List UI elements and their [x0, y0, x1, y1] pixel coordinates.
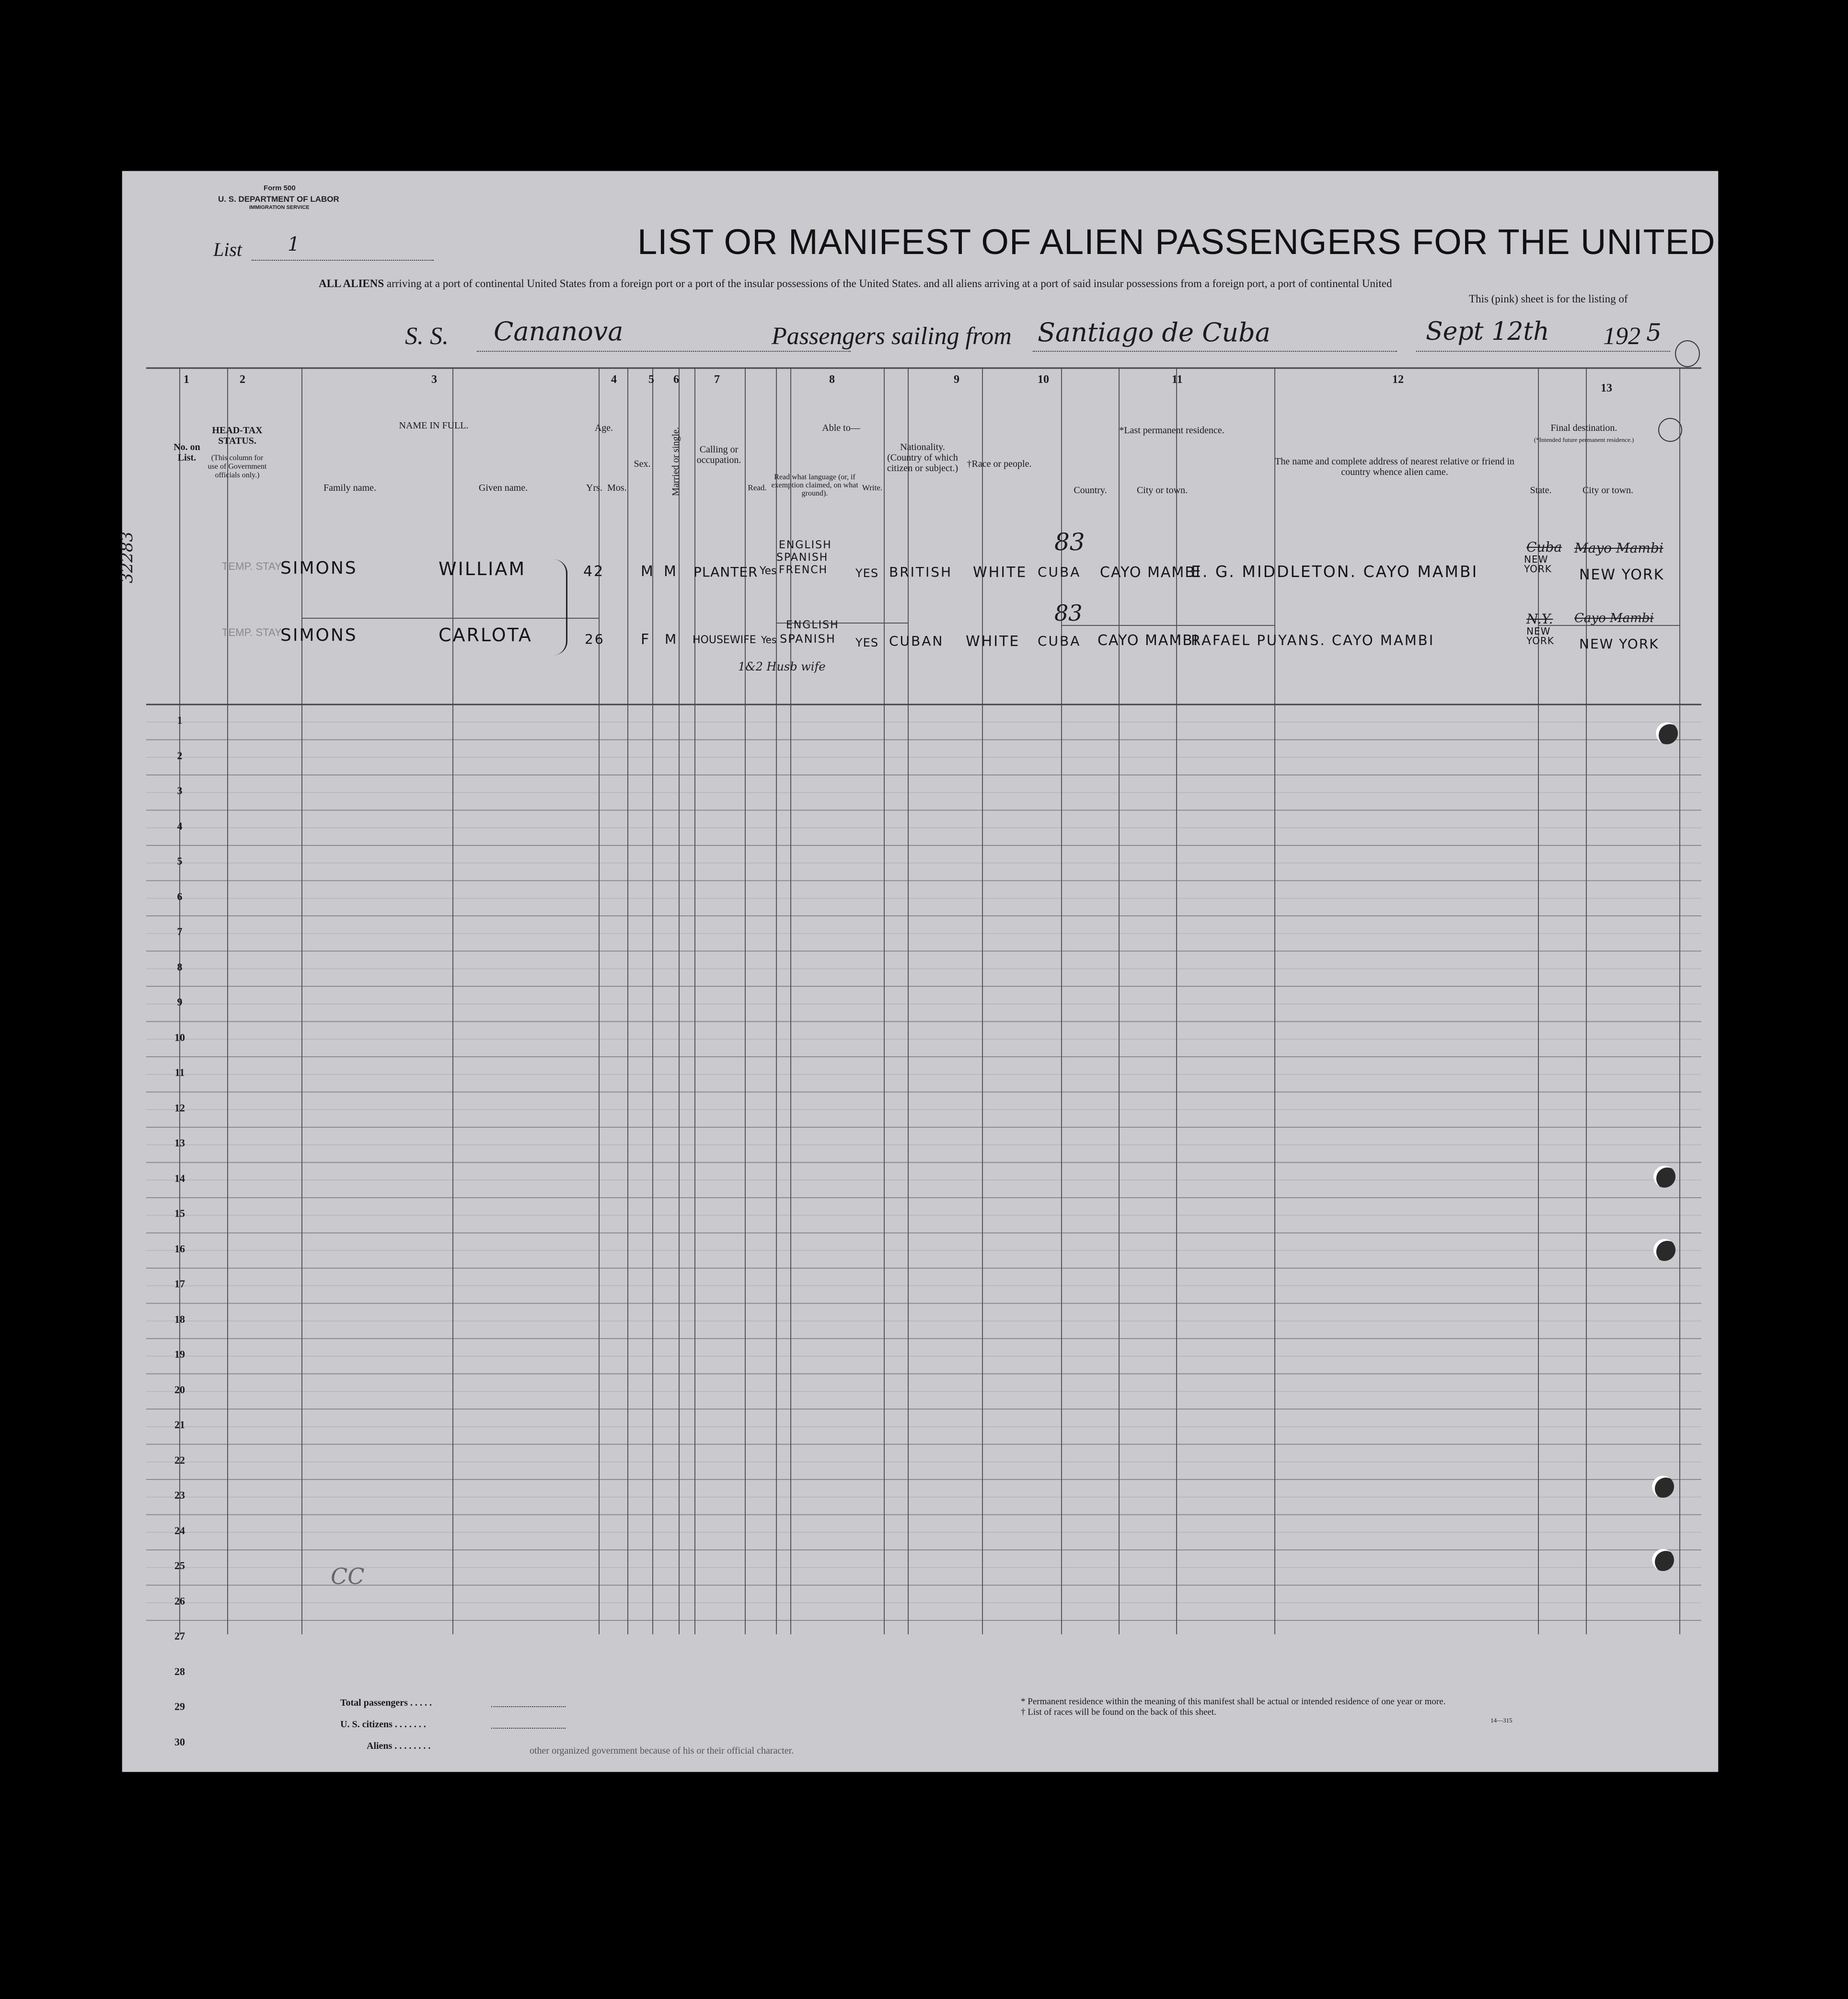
row-number: 7	[177, 925, 183, 937]
family-name-header: Family name.	[323, 483, 376, 493]
row-number: 18	[174, 1313, 185, 1325]
row-number: 11	[174, 1066, 185, 1078]
row-number: 1	[177, 714, 183, 726]
write-header: Write.	[862, 483, 883, 492]
sex-1: M	[641, 563, 655, 580]
binder-hole-4	[1652, 1476, 1674, 1498]
residence-note: * Permanent residence within the meaning of this manifest shall be actual or intended residence of one year or more.	[1021, 1697, 1446, 1707]
race-3: WHITE	[966, 633, 1020, 650]
city-header: City or town.	[1136, 485, 1188, 496]
calling-header: Calling or occupation.	[696, 444, 741, 465]
races-note: † List of races will be found on the back of this sheet.	[1021, 1707, 1216, 1717]
language-1b: SPANISH	[776, 552, 829, 564]
binder-hole-2	[1653, 1166, 1675, 1188]
ship-underline	[477, 351, 851, 352]
row-number: 13	[174, 1137, 185, 1149]
dest-city-header: City or town.	[1582, 485, 1634, 496]
ship-name: Cananova	[494, 316, 624, 347]
head-tax-note: (This column for use of Government officials only.)	[208, 454, 267, 479]
ss-label: S. S.	[405, 323, 449, 350]
row-number: 28	[174, 1665, 185, 1677]
occupation-3: HOUSEWIFE	[693, 634, 756, 646]
read-header: Read.	[748, 483, 767, 492]
row-number: 24	[174, 1524, 185, 1537]
language-3b: SPANISH	[780, 632, 836, 646]
sex-header: Sex.	[634, 459, 651, 469]
col-num-13: 13	[1601, 382, 1612, 394]
col-num-3: 3	[431, 373, 437, 386]
aliens-subtitle-text: arriving at a port of continental United States from a foreign port or a port of the insular possessions of the United States. and all aliens arriving at a port of said insular possessions from a foreign port, a port of continental United	[386, 277, 1392, 289]
row-number: 4	[177, 820, 183, 832]
cc-mark: CC	[331, 1563, 365, 1589]
country-header: Country.	[1074, 485, 1107, 496]
sailing-label: Passengers sailing from	[772, 323, 1012, 350]
relative-1: E. G. MIDDLETON. CAYO MAMBI	[1191, 562, 1478, 581]
us-citizens-line	[491, 1728, 566, 1729]
family-name-1: SIMONS	[280, 558, 358, 578]
given-name-3: CARLOTA	[439, 624, 532, 646]
race-1: WHITE	[973, 564, 1028, 581]
total-passengers-line	[491, 1706, 566, 1707]
years-header: Yrs.	[586, 483, 602, 493]
head-tax-stamp-3: TEMP. STAY	[222, 626, 282, 638]
sex-3: F	[641, 631, 651, 648]
aliens-bold: ALL ALIENS	[319, 277, 384, 289]
occupation-1: PLANTER	[693, 564, 758, 580]
row-number: 10	[174, 1031, 185, 1043]
list-value: 1	[288, 233, 300, 255]
city-1: CAYO MAMBI	[1100, 564, 1201, 581]
aliens-label: Aliens . . . . . . . .	[367, 1741, 431, 1751]
row-number: 29	[174, 1700, 185, 1712]
state-struck-1: Cuba	[1526, 539, 1562, 555]
row-number: 17	[174, 1278, 185, 1290]
dest-city-3: NEW YORK	[1579, 636, 1659, 652]
row-number: 15	[174, 1207, 185, 1219]
read-3: Yes	[761, 634, 777, 646]
age-3: 26	[585, 631, 605, 647]
state-struck-3: N.Y.	[1526, 611, 1553, 627]
nationality-header: Nationality. (Country of which citizen or subject.)	[887, 442, 959, 474]
departure-port: Santiago de Cuba	[1038, 317, 1270, 347]
row-number: 5	[177, 855, 183, 867]
name-in-full-header: NAME IN FULL.	[399, 420, 469, 431]
language-1c: FRENCH	[779, 564, 828, 576]
year-suffix: 5	[1646, 319, 1662, 347]
row-lines	[146, 705, 1701, 1634]
col-num-2: 2	[240, 373, 245, 386]
aliens-text: Aliens	[367, 1741, 393, 1751]
age-header: Age.	[594, 423, 613, 433]
us-citizens-label: U. S. citizens . . . . . . .	[340, 1719, 426, 1730]
col-num-6: 6	[673, 373, 679, 386]
col-num-10: 10	[1038, 373, 1049, 386]
col-num-1: 1	[184, 373, 189, 386]
port-underline	[1033, 351, 1397, 352]
row-number: 12	[174, 1101, 185, 1114]
nationality-1: BRITISH	[889, 564, 953, 580]
family-name-3: SIMONS	[280, 625, 358, 645]
department-name: U. S. DEPARTMENT OF LABOR	[218, 195, 339, 204]
col-num-4: 4	[611, 373, 617, 386]
row-number: 23	[174, 1489, 185, 1501]
given-name-1: WILLIAM	[439, 558, 526, 579]
binder-hole-header	[1658, 418, 1682, 442]
married-header: Married or single.	[670, 427, 681, 496]
margin-number: 32283	[117, 531, 137, 583]
row-number: 8	[177, 960, 183, 973]
able-to-header: Able to—	[822, 423, 860, 433]
row-number: 27	[174, 1630, 185, 1642]
us-citizens-text: U. S. citizens	[340, 1719, 393, 1730]
sailing-date: Sept 12th	[1426, 317, 1549, 346]
read-language-header: Read what language (or, if exemption claimed, on what ground).	[771, 473, 858, 497]
manifest-grid	[146, 364, 1701, 1634]
form-number: Form 500	[264, 184, 296, 192]
state-header: State.	[1530, 485, 1552, 496]
given-name-header: Given name.	[478, 483, 528, 493]
dest-struck-1: Mayo Mambi	[1574, 540, 1663, 556]
row-number: 19	[174, 1348, 185, 1360]
relative-header: The name and complete address of nearest relative or friend in country whence alien came.	[1275, 456, 1514, 477]
list-underline	[252, 260, 434, 261]
married-1: M	[664, 563, 678, 580]
months-header: Mos.	[607, 483, 627, 493]
manifest-title: LIST OR MANIFEST OF ALIEN PASSENGERS FOR THE UNITED	[637, 222, 1716, 262]
dest-struck-3: Cayo Mambi	[1574, 611, 1654, 625]
col-num-8: 8	[829, 373, 835, 386]
service-name: IMMIGRATION SERVICE	[249, 205, 310, 210]
final-destination-note: (*Intended future permanent residence.)	[1534, 436, 1634, 443]
row-number: 2	[177, 749, 183, 762]
state-3: NEW YORK	[1526, 625, 1554, 647]
row-number: 21	[174, 1419, 185, 1431]
married-3: M	[665, 631, 678, 647]
col-num-12: 12	[1392, 373, 1404, 386]
dest-city-1: NEW YORK	[1579, 566, 1664, 583]
date-underline	[1416, 351, 1670, 352]
manifest-sheet	[117, 171, 1718, 1772]
col-num-9: 9	[954, 373, 959, 386]
binder-hole-3	[1653, 1239, 1675, 1261]
last-residence-header: *Last permanent residence.	[1119, 425, 1224, 436]
print-code: 14—315	[1490, 1717, 1513, 1724]
head-tax-stamp-1: TEMP. STAY	[222, 560, 282, 572]
relative-3: RAFAEL PUYANS. CAYO MAMBI	[1191, 632, 1435, 648]
row-number: 20	[174, 1383, 185, 1396]
country-code-3: 83	[1054, 600, 1083, 626]
remark-3: 1&2 Husb wife	[738, 660, 826, 673]
row-number: 22	[174, 1454, 185, 1466]
language-3a: ENGLISH	[786, 619, 839, 631]
row-number: 26	[174, 1595, 185, 1607]
cut-text: other organized government because of his or their official character.	[530, 1745, 794, 1756]
write-1: YES	[855, 566, 879, 580]
binder-hole-5	[1652, 1549, 1674, 1571]
row-number: 9	[177, 996, 183, 1008]
write-3: YES	[855, 636, 879, 649]
state-1: NEW YORK	[1524, 554, 1552, 575]
final-destination-header: Final destination.	[1550, 423, 1617, 433]
aliens-subtitle	[319, 277, 1392, 290]
row-number: 3	[177, 785, 183, 797]
total-passengers-text: Total passengers	[340, 1698, 408, 1708]
year-prefix: 192	[1603, 323, 1640, 350]
country-code-1: 83	[1054, 528, 1085, 556]
row-number: 14	[174, 1172, 185, 1184]
row-number: 30	[174, 1735, 185, 1748]
city-3: CAYO MAMBI	[1097, 632, 1199, 649]
country-3: CUBA	[1038, 633, 1081, 649]
head-tax-header: HEAD-TAX STATUS.	[212, 425, 263, 446]
list-label: List	[213, 239, 243, 260]
nationality-3: CUBAN	[889, 633, 944, 649]
language-1a: ENGLISH	[779, 539, 832, 551]
read-1: Yes	[760, 565, 777, 577]
country-1: CUBA	[1038, 564, 1081, 580]
no-on-list-header: No. on List.	[173, 442, 200, 463]
age-1: 42	[583, 563, 605, 580]
race-header: †Race or people.	[967, 459, 1032, 469]
row-number: 16	[174, 1242, 185, 1255]
col-num-7: 7	[714, 373, 720, 386]
row-number: 6	[177, 890, 183, 902]
binder-hole-1	[1656, 722, 1678, 744]
total-passengers-label: Total passengers . . . . .	[340, 1698, 432, 1708]
row-number: 25	[174, 1560, 185, 1571]
pink-sheet-note: This (pink) sheet is for the listing of	[1469, 293, 1628, 305]
name-bracket	[554, 559, 567, 655]
col-num-5: 5	[648, 373, 654, 386]
binder-hole-top	[1675, 340, 1700, 367]
col-num-11: 11	[1172, 373, 1183, 386]
